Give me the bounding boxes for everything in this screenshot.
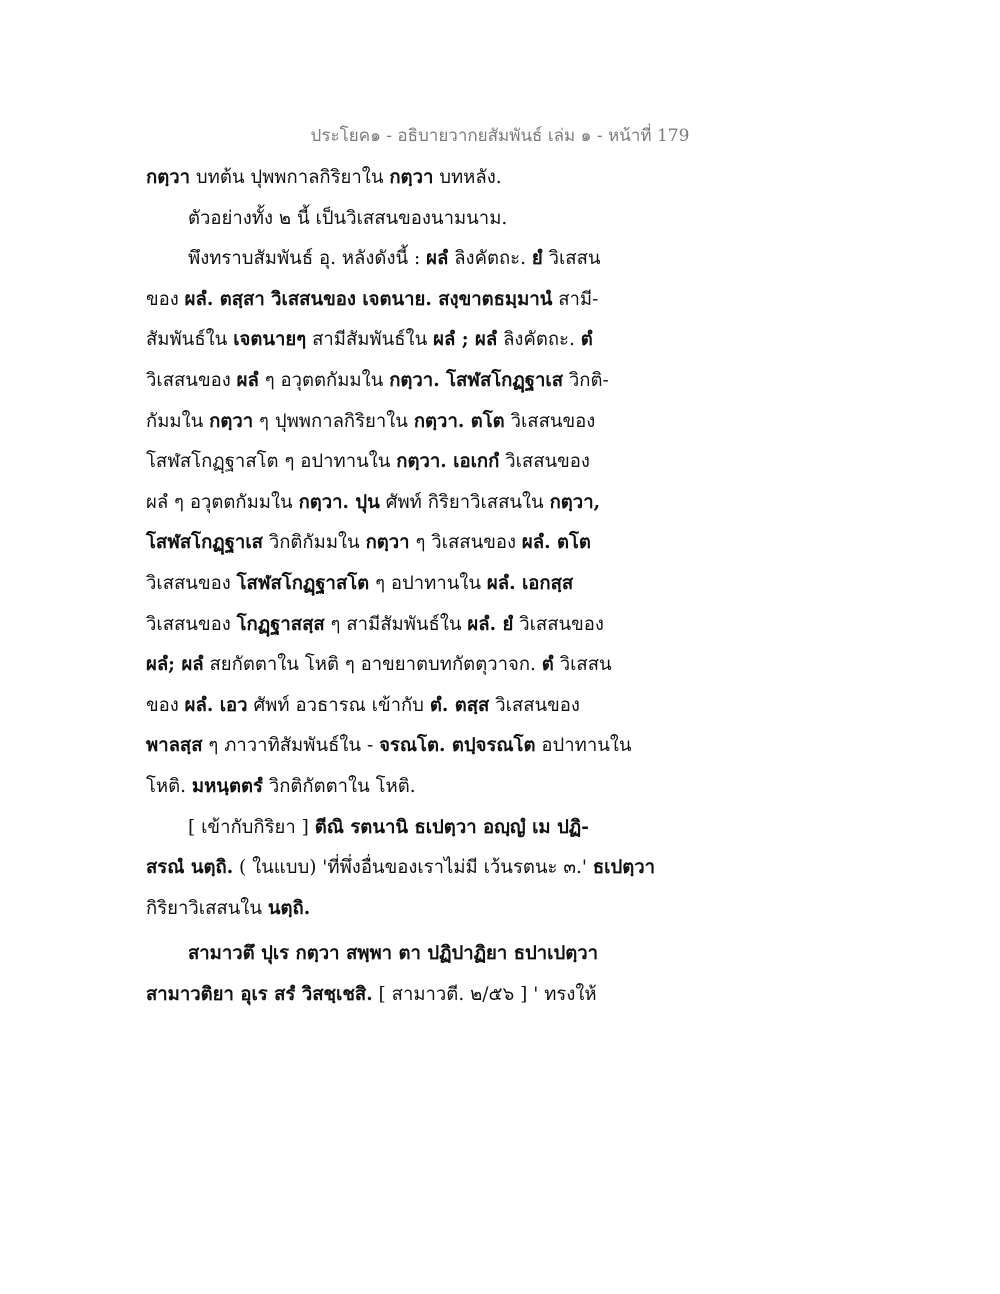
text-segment: วิเสสนของ <box>499 451 590 473</box>
text-segment: วิเสสนของ <box>146 369 237 391</box>
text-segment: ผลํ ๆ อวุตตกัมมใน <box>146 491 299 513</box>
text-line <box>146 199 686 240</box>
text-segment: ลิงคัตถะ. <box>497 329 581 351</box>
text-segment: ๆ อวุตตกัมมใน <box>258 369 390 391</box>
bold-segment: มหนฺตตรํ <box>191 775 263 797</box>
bold-segment: กตฺวา <box>146 167 190 188</box>
text-line <box>146 320 686 361</box>
text-line <box>146 605 686 646</box>
text-segment: ๆ ปุพพกาลกิริยาใน <box>253 410 414 432</box>
text-line <box>146 726 686 767</box>
text-segment: [ สามาวตี. ๒/๕๖ ] ' ทรงให้ <box>372 983 597 1005</box>
bold-segment: กตฺวา. โสฬสโกฏฺฐาเส <box>389 369 564 391</box>
bold-segment: ผลํ ; ผลํ <box>433 329 498 351</box>
text-line <box>146 808 686 849</box>
text-segment: บทต้น ปุพพกาลกิริยาใน <box>190 167 390 188</box>
bold-segment: โสฬสโกฏฺฐาสโต <box>236 572 370 594</box>
text-segment: วิกติกัตตาใน โหติ. <box>262 775 416 797</box>
bold-segment: พาลสฺส <box>146 735 203 757</box>
bold-segment: ผลํ. ตโต <box>521 532 591 554</box>
bold-segment: กตฺวา <box>365 532 410 554</box>
text-segment: ๆ อปาทานใน <box>369 572 487 594</box>
text-line <box>146 523 686 564</box>
bold-segment: ผลํ; ผลํ <box>146 654 204 676</box>
text-segment: วิกติ- <box>563 369 609 391</box>
bold-segment: ผลํ. ยํ <box>467 613 514 635</box>
bold-segment: ตํ <box>541 654 554 676</box>
text-segment: สยกัตตาใน โหติ ๆ อาขยาตบทกัตตุวาจก. <box>203 654 542 676</box>
bold-segment: ธเปตฺวา <box>592 857 656 879</box>
text-segment: ตัวอย่างทั้ง ๒ นี้ เป็นวิเสสนของนามนาม. <box>188 207 508 229</box>
text-line <box>146 767 686 808</box>
text-line <box>146 848 686 889</box>
text-segment: กิริยาวิเสสนใน <box>146 897 268 919</box>
text-line <box>146 889 686 930</box>
text-line <box>146 361 686 402</box>
bold-segment: ตํ. ตสฺส <box>429 694 490 716</box>
bold-segment: ตํ <box>580 329 593 351</box>
text-segment: ลิงคัตถะ. <box>448 248 532 270</box>
bold-segment: ยํ <box>531 248 543 270</box>
text-segment: อปาทานใน <box>535 735 632 757</box>
text-line <box>146 483 686 524</box>
bold-segment: กตฺวา, <box>549 491 601 513</box>
bold-segment: กตฺวา. ตโต <box>413 410 505 432</box>
text-segment: วิเสสน <box>553 654 612 676</box>
text-segment: วิเสสนของ <box>146 572 237 594</box>
bold-segment: ผลํ. ตสฺสา วิเสสนของ เจตนาย. สงฺขาตธมฺมานํ <box>184 288 553 310</box>
text-segment: กัมมใน <box>146 410 210 432</box>
bold-segment: ผลํ <box>236 369 259 391</box>
text-segment: สามีสัมพันธ์ใน <box>306 329 434 351</box>
text-segment: ๆ วิเสสนของ <box>409 532 522 554</box>
bold-segment: กตฺวา. เอเกกํ <box>396 451 500 473</box>
bold-segment: กตฺวา <box>209 410 254 432</box>
text-line <box>146 975 686 1016</box>
bold-segment: เจตนายๆ <box>233 329 307 351</box>
text-segment: วิกติกัมมใน <box>262 532 366 554</box>
text-segment: สัมพันธ์ใน <box>146 329 234 351</box>
text-line <box>146 934 686 975</box>
bold-segment: ตีณิ รตนานิ ธเปตฺวา อญฺญํ เม ปฏิ- <box>314 816 589 838</box>
bold-segment: ผลํ. เอกสฺส <box>486 572 574 594</box>
body-text <box>146 158 686 1015</box>
text-segment: วิเสสนของ <box>489 694 580 716</box>
text-line <box>146 564 686 605</box>
text-line <box>146 442 686 483</box>
text-segment: วิเสสนของ <box>513 613 604 635</box>
page-header <box>0 122 1000 149</box>
text-line <box>146 280 686 321</box>
text-segment: บทหลัง. <box>433 167 502 188</box>
bold-segment: ผลํ. เอว <box>184 694 248 716</box>
text-segment: ของ <box>146 288 185 310</box>
text-segment: ศัพท์ อวธารณ เข้ากับ <box>247 694 430 716</box>
text-segment: วิเสสน <box>542 248 601 270</box>
text-segment: ของ <box>146 694 185 716</box>
bold-segment: จรณโต. ตปฺจรณโต <box>379 735 536 757</box>
bold-segment: กตฺวา <box>389 167 434 188</box>
bold-segment: กตฺวา. ปุน <box>298 491 380 513</box>
bold-segment: ผลํ <box>426 248 449 270</box>
text-line <box>146 686 686 727</box>
bold-segment: สามาวตึ ปุเร กตฺวา สพฺพา ตา ปฏิปาฏิยา ธปาเปตฺวา <box>188 943 598 965</box>
text-segment: วิเสสนของ <box>146 613 237 635</box>
bold-segment: นตฺถิ. <box>267 897 311 919</box>
text-segment: พึงทราบสัมพันธ์ อุ. หลังดังนี้ : <box>188 248 427 270</box>
text-segment: โหติ. <box>146 775 192 797</box>
text-line <box>146 158 686 199</box>
text-segment: ๆ สามีสัมพันธ์ใน <box>324 613 468 635</box>
text-segment: วิเสสนของ <box>504 410 596 432</box>
bold-segment: สรณํ นตฺถิ. <box>146 857 234 879</box>
text-line <box>146 239 686 280</box>
text-segment: สามี- <box>552 288 599 310</box>
page-header-text: ประโยค๑ - อธิบายวากยสัมพันธ์ เล่ม ๑ - หน้าที่ 179 <box>310 126 690 146</box>
bold-segment: โสฬสโกฏฺฐาเส <box>146 532 263 554</box>
text-segment: โสฬสโกฏฺฐาสโต ๆ อปาทานใน <box>146 451 397 473</box>
text-line <box>146 402 686 443</box>
bold-segment: โกฏฺฐาสสฺส <box>236 613 325 635</box>
text-line <box>146 645 686 686</box>
text-segment: [ เข้ากับกิริยา ] <box>188 816 315 838</box>
text-segment: ๆ ภาวาทิสัมพันธ์ใน - <box>202 735 380 757</box>
text-segment: ( ในแบบ) 'ที่พึ่งอื่นของเราไม่มี เว้นรตนะ ๓.' <box>233 857 593 879</box>
text-segment: ศัพท์ กิริยาวิเสสนใน <box>379 491 550 513</box>
bold-segment: สามาวติยา อุเร สรํ วิสชฺเชสิ. <box>146 983 373 1005</box>
